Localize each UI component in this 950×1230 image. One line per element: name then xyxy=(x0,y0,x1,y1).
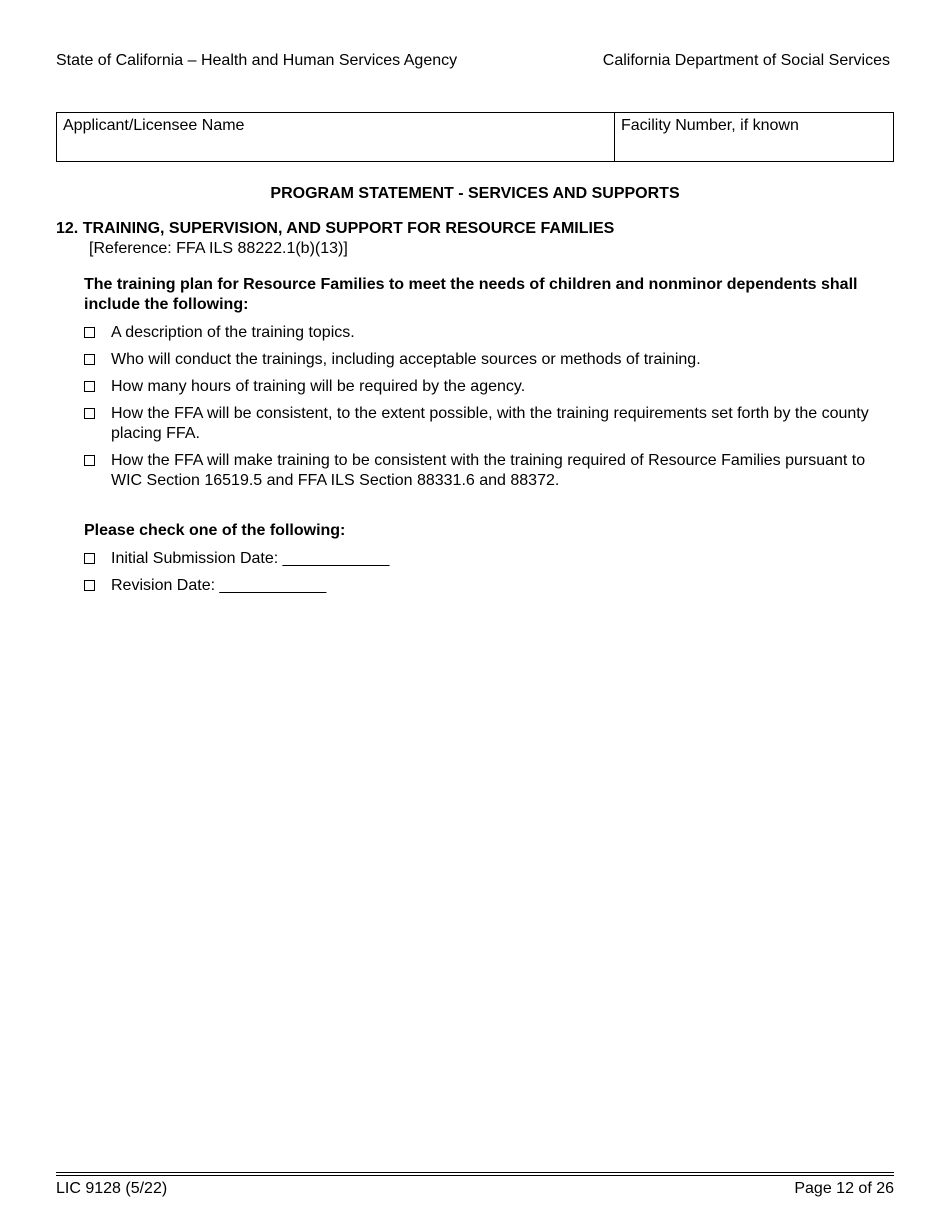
department-name: California Department of Social Services xyxy=(602,52,890,69)
checklist-item-text: A description of the training topics. xyxy=(111,324,355,341)
checklist-item-text: How many hours of training will be required by the agency. xyxy=(111,378,526,395)
facility-number-label: Facility Number, if known xyxy=(621,117,799,134)
initial-submission-date-label: Initial Submission Date: ____________ xyxy=(111,550,390,567)
section-title: PROGRAM STATEMENT - SERVICES AND SUPPORTS xyxy=(270,185,680,202)
facility-number-field[interactable] xyxy=(615,113,893,161)
checklist-item xyxy=(84,404,884,444)
agency-name: State of California – Health and Human Services Agency xyxy=(56,52,458,69)
applicant-info-table xyxy=(56,112,894,162)
checklist-item-text: How the FFA will make training to be consistent with the training required of Resource Families pursuant to WIC Section 16519.5 and FFA ILS Section 88331.6 and 88372. xyxy=(111,452,866,489)
checklist-item xyxy=(84,377,884,397)
checkbox-training-hours[interactable] xyxy=(84,381,95,392)
submission-option xyxy=(84,549,389,569)
checkbox-training-topics[interactable] xyxy=(84,327,95,338)
checkbox-revision[interactable] xyxy=(84,580,95,591)
checkbox-county-consistency[interactable] xyxy=(84,408,95,419)
revision-date-label: Revision Date: ____________ xyxy=(111,577,327,594)
checklist-item-text: How the FFA will be consistent, to the extent possible, with the training requirements set forth by the county placing FFA. xyxy=(111,405,869,442)
submission-type-heading: Please check one of the following: xyxy=(84,522,346,539)
applicant-name-label: Applicant/Licensee Name xyxy=(63,117,245,134)
checklist-item xyxy=(84,350,884,370)
item-reference: [Reference: FFA ILS 88222.1(b)(13)] xyxy=(89,240,348,257)
form-number: LIC 9128 (5/22) xyxy=(56,1180,168,1197)
checklist-item-text: Who will conduct the trainings, including acceptable sources or methods of training. xyxy=(111,351,701,368)
checkbox-wic-consistency[interactable] xyxy=(84,455,95,466)
footer-divider xyxy=(56,1172,894,1176)
training-checklist xyxy=(84,323,884,498)
checkbox-training-conductors[interactable] xyxy=(84,354,95,365)
checklist-item xyxy=(84,451,884,491)
training-plan-intro: The training plan for Resource Families to meet the needs of children and nonminor dependents shall include the following: xyxy=(84,276,858,313)
submission-type-options xyxy=(84,549,389,603)
checklist-item xyxy=(84,323,884,343)
page-number: Page 12 of 26 xyxy=(794,1180,894,1197)
checkbox-initial-submission[interactable] xyxy=(84,553,95,564)
item-heading: 12. TRAINING, SUPERVISION, AND SUPPORT FOR RESOURCE FAMILIES xyxy=(56,220,615,237)
applicant-name-field[interactable] xyxy=(57,113,615,161)
submission-option xyxy=(84,576,389,596)
